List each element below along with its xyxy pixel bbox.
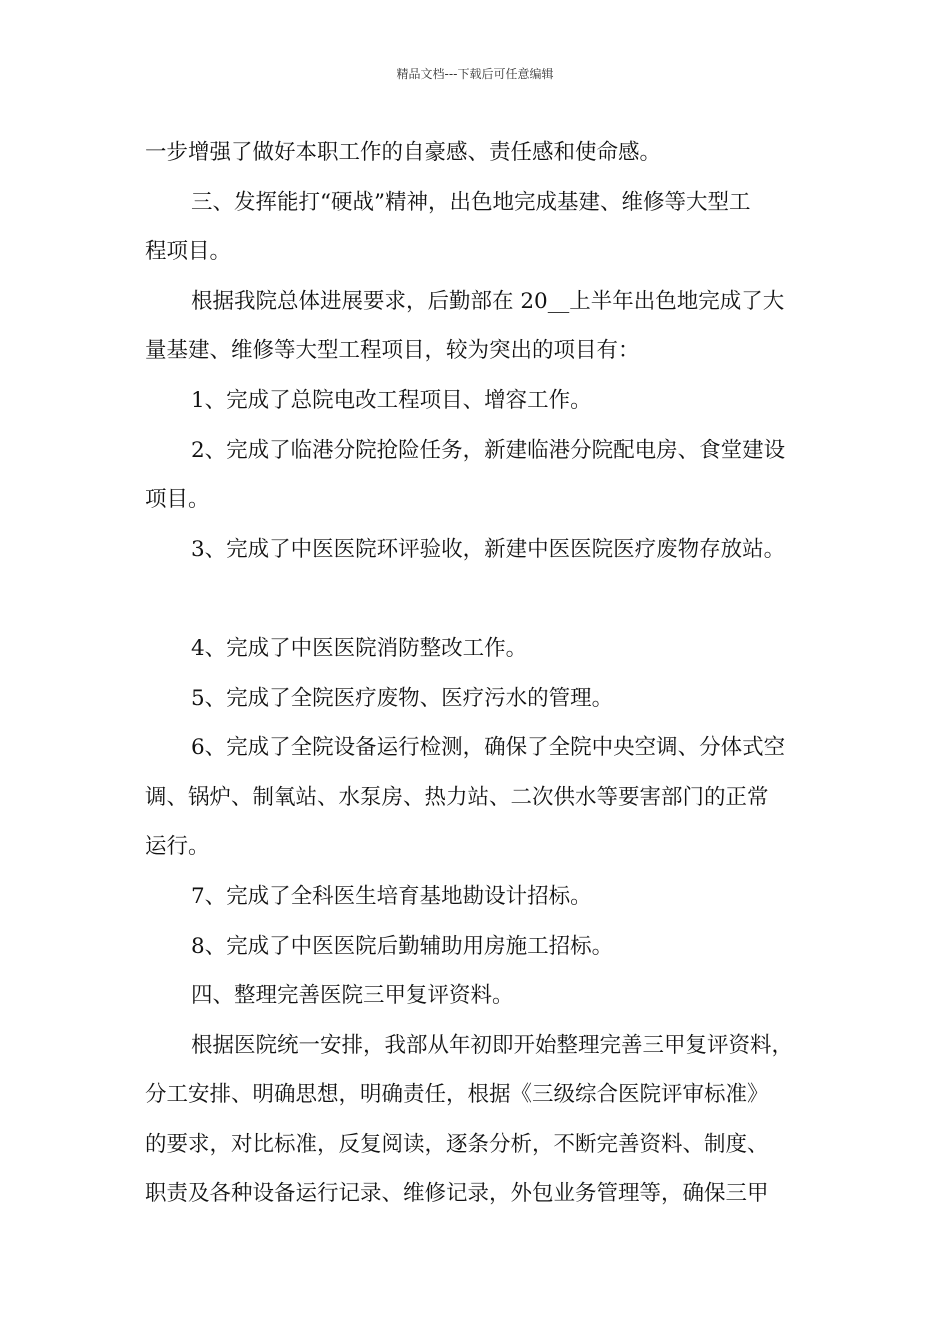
text-line: 2、完成了临港分院抢险任务，新建临港分院配电房、食堂建设 xyxy=(191,437,786,463)
text-line: 一步增强了做好本职工作的自豪感、责任感和使命感。 xyxy=(145,140,662,165)
text-line: 职责及各种设备运行记录、维修记录，外包业务管理等，确保三甲 xyxy=(145,1181,769,1207)
text-line: 程项目。 xyxy=(145,239,232,265)
text-line: 三、发挥能打“硬战”精神，出色地完成基建、维修等大型工 xyxy=(191,189,751,215)
blank-line xyxy=(145,574,817,624)
text-line: 运行。 xyxy=(145,834,210,860)
document-body xyxy=(145,128,817,1219)
text-line: 3、完成了中医医院环评验收，新建中医医院医疗废物存放站。 xyxy=(191,536,786,562)
page-header: 精品文档---下载后可任意编辑 xyxy=(396,67,554,81)
text-line: 1、完成了总院电改工程项目、增容工作。 xyxy=(191,387,592,413)
text-line: 量基建、维修等大型工程项目，较为突出的项目有： xyxy=(145,338,640,364)
text-line: 分工安排、明确思想，明确责任，根据《三级综合医院评审标准》 xyxy=(145,1082,769,1108)
text-line: 根据医院统一安排，我部从年初即开始整理完善三甲复评资料， xyxy=(191,1032,794,1058)
text-line: 根据我院总体进展要求，后勤部在 20__上半年出色地完成了大 xyxy=(191,288,785,314)
text-line: 6、完成了全院设备运行检测，确保了全院中央空调、分体式空 xyxy=(191,735,786,761)
text-line: 8、完成了中医医院后勤辅助用房施工招标。 xyxy=(191,933,614,959)
text-line: 4、完成了中医医院消防整改工作。 xyxy=(191,635,528,661)
text-line: 的要求，对比标准，反复阅读，逐条分析，不断完善资料、制度、 xyxy=(145,1131,769,1157)
text-line: 7、完成了全科医生培育基地勘设计招标。 xyxy=(191,883,592,909)
text-line: 四、整理完善医院三甲复评资料。 xyxy=(191,983,514,1009)
text-line: 5、完成了全院医疗废物、医疗污水的管理。 xyxy=(191,685,614,711)
text-line: 项目。 xyxy=(145,487,210,513)
text-line: 调、锅炉、制氧站、水泵房、热力站、二次供水等要害部门的正常 xyxy=(145,784,769,810)
